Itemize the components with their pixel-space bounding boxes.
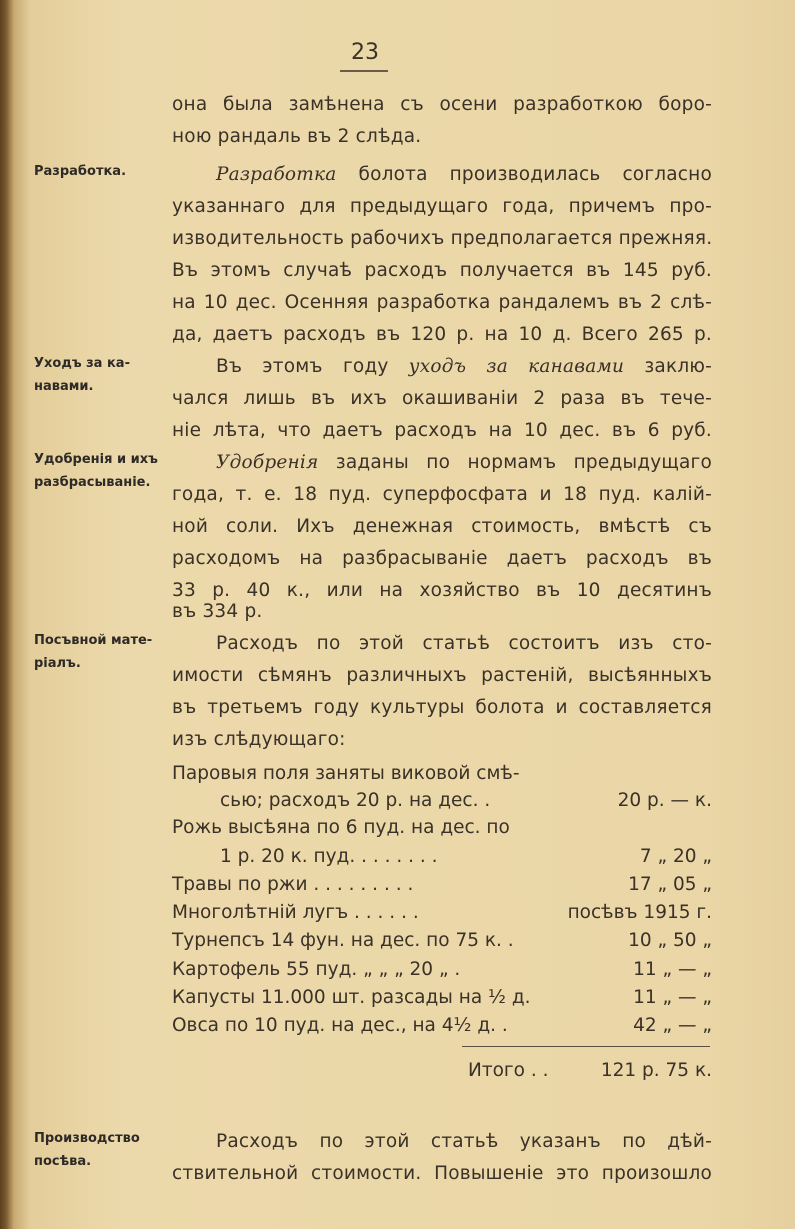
text-span: Въ этомъ году	[216, 356, 409, 377]
text-line: ствительной стоимости. Повышеніе это произошло	[172, 1163, 712, 1184]
table-row	[172, 926, 712, 956]
table-amount: 11 „ — „	[633, 959, 712, 980]
text-line	[216, 448, 712, 478]
table-desc: Паровыя поля заняты виковой смѣ-	[172, 763, 520, 784]
text-line	[216, 160, 712, 190]
table-row	[172, 842, 712, 872]
table-desc: Многолѣтній лугъ . . . . . .	[172, 902, 419, 923]
text-span: заданы по нормамъ предыдущаго	[318, 452, 712, 473]
text-line: въ третьемъ году культуры болота и составляется	[172, 697, 712, 718]
text-line: да, даетъ расходъ въ 120 р. на 10 д. Всего 265 р.	[172, 324, 712, 345]
margin-note-posevnoi-line1: Посъвной мате-	[34, 633, 153, 648]
table-desc: Рожь высѣяна по 6 пуд. на дес. по	[172, 817, 510, 838]
table-total-label: Итого . .	[468, 1060, 549, 1081]
text-line: ніе лѣта, что даетъ расходъ на 10 дес. въ 6 руб.	[172, 420, 712, 441]
table-row	[172, 870, 712, 900]
text-line: изводительность рабочихъ предполагается прежняя.	[172, 228, 713, 249]
text-line: ной соли. Ихъ денежная стоимость, вмѣстѣ съ	[172, 516, 712, 537]
table-amount: 20 р. — к.	[617, 790, 712, 811]
text-line: Расходъ по этой статьѣ указанъ по дѣй-	[216, 1131, 712, 1152]
table-row	[172, 786, 712, 816]
table-amount: посѣвъ 1915 г.	[567, 902, 712, 923]
table-row	[172, 1011, 712, 1041]
margin-note-udobrenia-line1: Удобренія и ихъ	[34, 452, 158, 467]
margin-note-razrabotka: Разработка.	[34, 164, 127, 179]
table-desc: сью; расходъ 20 р. на дес. .	[220, 790, 491, 811]
italic-term: Разработка	[216, 164, 337, 185]
text-line: указаннаго для предыдущаго года, причемъ про-	[172, 196, 712, 217]
table-desc: Турнепсъ 14 фун. на дес. по 75 к. .	[172, 930, 514, 951]
page-number-rule	[340, 70, 388, 72]
text-line: года, т. е. 18 пуд. суперфосфата и 18 пуд. калій-	[172, 484, 712, 505]
text-line: въ 334 р.	[172, 601, 263, 622]
table-desc: Капусты 11.000 шт. разсады на ½ д.	[172, 987, 531, 1008]
text-line: изъ слѣдующаго:	[172, 729, 346, 750]
table-desc: Картофель 55 пуд. „ „ „ 20 „ .	[172, 959, 461, 980]
margin-note-proizvodstvo-line1: Производство	[34, 1131, 140, 1146]
page-number: 23	[351, 40, 379, 65]
text-line: 33 р. 40 к., или на хозяйство въ 10 десятинъ	[172, 580, 712, 601]
text-line: расходомъ на разбрасываніе даетъ расходъ въ	[172, 548, 712, 569]
table-row	[172, 898, 712, 928]
text-line: имости сѣмянъ различныхъ растеній, высѣянныхъ	[172, 665, 712, 686]
table-desc: 1 р. 20 к. пуд. . . . . . . .	[220, 846, 438, 867]
table-total-row	[172, 1056, 712, 1086]
text-line: Въ этомъ случаѣ расходъ получается въ 145 руб.	[172, 260, 712, 281]
table-row	[172, 955, 712, 985]
table-amount: 7 „ 20 „	[639, 846, 712, 867]
text-span: болота производилась согласно	[336, 164, 712, 185]
total-rule	[462, 1046, 710, 1047]
table-row	[172, 759, 712, 789]
text-line: на 10 дес. Осенняя разработка рандалемъ въ 2 слѣ-	[172, 292, 712, 313]
margin-note-posevnoi-line2: ріалъ.	[34, 656, 81, 671]
text-span: заклю-	[624, 356, 713, 377]
margin-note-ukhod-line2: навами.	[34, 379, 94, 394]
table-desc: Травы по ржи . . . . . . . . .	[172, 874, 414, 895]
text-line	[216, 352, 712, 382]
table-total-value: 121 р. 75 к.	[600, 1060, 712, 1081]
italic-term: Удобренія	[216, 452, 319, 473]
margin-note-proizvodstvo-line2: посѣва.	[34, 1154, 92, 1169]
table-amount: 10 „ 50 „	[628, 930, 712, 951]
margin-note-udobrenia-line2: разбрасываніе.	[34, 475, 151, 490]
text-line: Расходъ по этой статьѣ состоитъ изъ сто-	[216, 633, 712, 654]
table-row	[172, 813, 712, 843]
margin-note-ukhod-line1: Уходъ за ка-	[34, 356, 130, 371]
italic-term: уходъ за канавами	[408, 356, 625, 377]
text-line: она была замѣнена съ осени разработкою боро-	[172, 94, 712, 115]
table-amount: 17 „ 05 „	[628, 874, 712, 895]
text-line: чался лишь въ ихъ окашиваніи 2 раза въ тече-	[172, 388, 712, 409]
table-desc: Овса по 10 пуд. на дес., на 4½ д. .	[172, 1015, 508, 1036]
text-line: ною рандаль въ 2 слѣда.	[172, 126, 422, 147]
table-amount: 11 „ — „	[633, 987, 712, 1008]
table-amount: 42 „ — „	[633, 1015, 712, 1036]
table-row	[172, 983, 712, 1013]
